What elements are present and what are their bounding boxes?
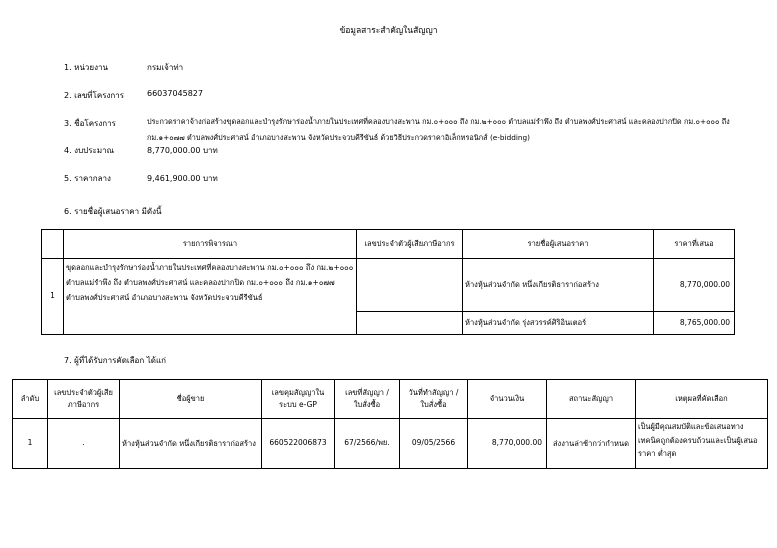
winner-header-no: ลำดับ [13,380,48,419]
field-budget-value: 8,770,000.00 บาท [147,146,218,155]
winner-amount: 8,770,000.00 [468,419,547,469]
bidders-heading: 6. รายชื่อผู้เสนอราคา มีดังนี้ [64,207,162,216]
winner-heading: 7. ผู้ที่ได้รับการคัดเลือก ได้แก่ [64,356,166,365]
winner-header-amount: จำนวนเงิน [468,380,547,419]
winner-header-contract-no: เลขที่สัญญา / ใบสั่งซื้อ [335,380,400,419]
winner-contract-no: 67/2566/พย. [335,419,400,469]
bidder-price-2: 8,765,000.00 [654,312,735,335]
winner-header-egp-no: เลขคุมสัญญาในระบบ e-GP [262,380,335,419]
winner-no: 1 [13,419,48,469]
bidders-tax-id [357,259,463,312]
winner-header-vendor: ชื่อผู้ขาย [120,380,262,419]
bidder-name-1: ห้างหุ้นส่วนจำกัด หนึ่งเกียรติธาราก่อสร้าง [463,259,654,312]
field-median-price-value: 9,461,900.00 บาท [147,174,218,183]
bidder-price-1: 8,770,000.00 [654,259,735,312]
bidder-name-2: ห้างหุ้นส่วนจำกัด รุ่งสวรรค์ศิริอินเตอร์ [463,312,654,335]
bidders-item-description: ขุดลอกและบำรุงรักษาร่องน้ำภายในประเทศที่คลองบางสะพาน กม.๐+๐๐๐ ถึง กม.๒+๐๐๐ ตำบลแม่รำพึง ถึง ตำบลพงศ์ประศาสน์ และคลองปากปิด กม.๐+๐๐๐ ถึง กม.๑+๐๗๗ ตำบลพงศ์ประศาสน์ อำเภอบางสะพาน จังหวัดประจวบคีรีขันธ์ [64,259,357,335]
field-project-no-label: 2. เลขที่โครงการ [64,91,125,100]
bidders-header-price: ราคาที่เสนอ [654,230,735,259]
winner-contract-date: 09/05/2566 [400,419,468,469]
field-project-no-value: 66037045827 [147,89,203,98]
field-project-name-value: ประกวดราคาจ้างก่อสร้างขุดลอกและบำรุงรักษาร่องน้ำภายในประเทศที่คลองบางสะพาน กม.๐+๐๐๐ ถึง กม.๒+๐๐๐ ตำบลแม่รำพึง ถึง ตำบลพงศ์ประศาสน์ และคลองปากปิด กม.๐+๐๐๐ ถึง กม.๑+๐๗๗ ตำบลพงศ์ประศาสน์ อำเภอบางสะพาน จังหวัดประจวบคีรีขันธ์ ด้วยวิธีประกวดราคาอิเล็กทรอนิกส์ (e-bidding) [147,117,730,142]
winner-header-status: สถานะสัญญา [547,380,636,419]
bidders-table [41,229,735,335]
table-row [13,419,768,469]
winner-header-contract-date: วันที่ทำสัญญา / ใบสั่งซื้อ [400,380,468,419]
field-median-price-label: 5. ราคากลาง [64,174,111,183]
table-row [42,259,735,312]
bidders-header-bidder: รายชื่อผู้เสนอราคา [463,230,654,259]
winner-egp-no: 660522006873 [262,419,335,469]
field-project-name-label: 3. ชื่อโครงการ [64,119,116,128]
bidders-row-number: 1 [42,259,64,335]
bidders-header-tax-id: เลขประจำตัวผู้เสียภาษีอากร [357,230,463,259]
winner-header-tax-id: เลขประจำตัวผู้เสียภาษีอากร [48,380,120,419]
winner-table [12,379,768,469]
field-agency-value: กรมเจ้าท่า [147,63,184,72]
winner-vendor: ห้างหุ้นส่วนจำกัด หนึ่งเกียรติธาราก่อสร้าง [120,419,262,469]
bidders-header-row [42,230,735,259]
winner-header-reason: เหตุผลที่คัดเลือก [636,380,768,419]
bidders-header-item: รายการพิจารณา [64,230,357,259]
bidders-tax-id-2 [357,312,463,335]
winner-tax-id: . [48,419,120,469]
field-agency-label: 1. หน่วยงาน [64,63,108,72]
winner-header-row [13,380,768,419]
bidders-header-blank [42,230,64,259]
document-title: ข้อมูลสาระสำคัญในสัญญา [339,26,438,36]
field-budget-label: 4. งบประมาณ [64,146,115,155]
winner-status: ส่งงานล่าช้ากว่ากำหนด [547,419,636,469]
winner-reason: เป็นผู้มีคุณสมบัติและข้อเสนอทางเทคนิคถูกต้องครบถ้วนและเป็นผู้เสนอราคา ต่ำสุด [636,419,768,469]
